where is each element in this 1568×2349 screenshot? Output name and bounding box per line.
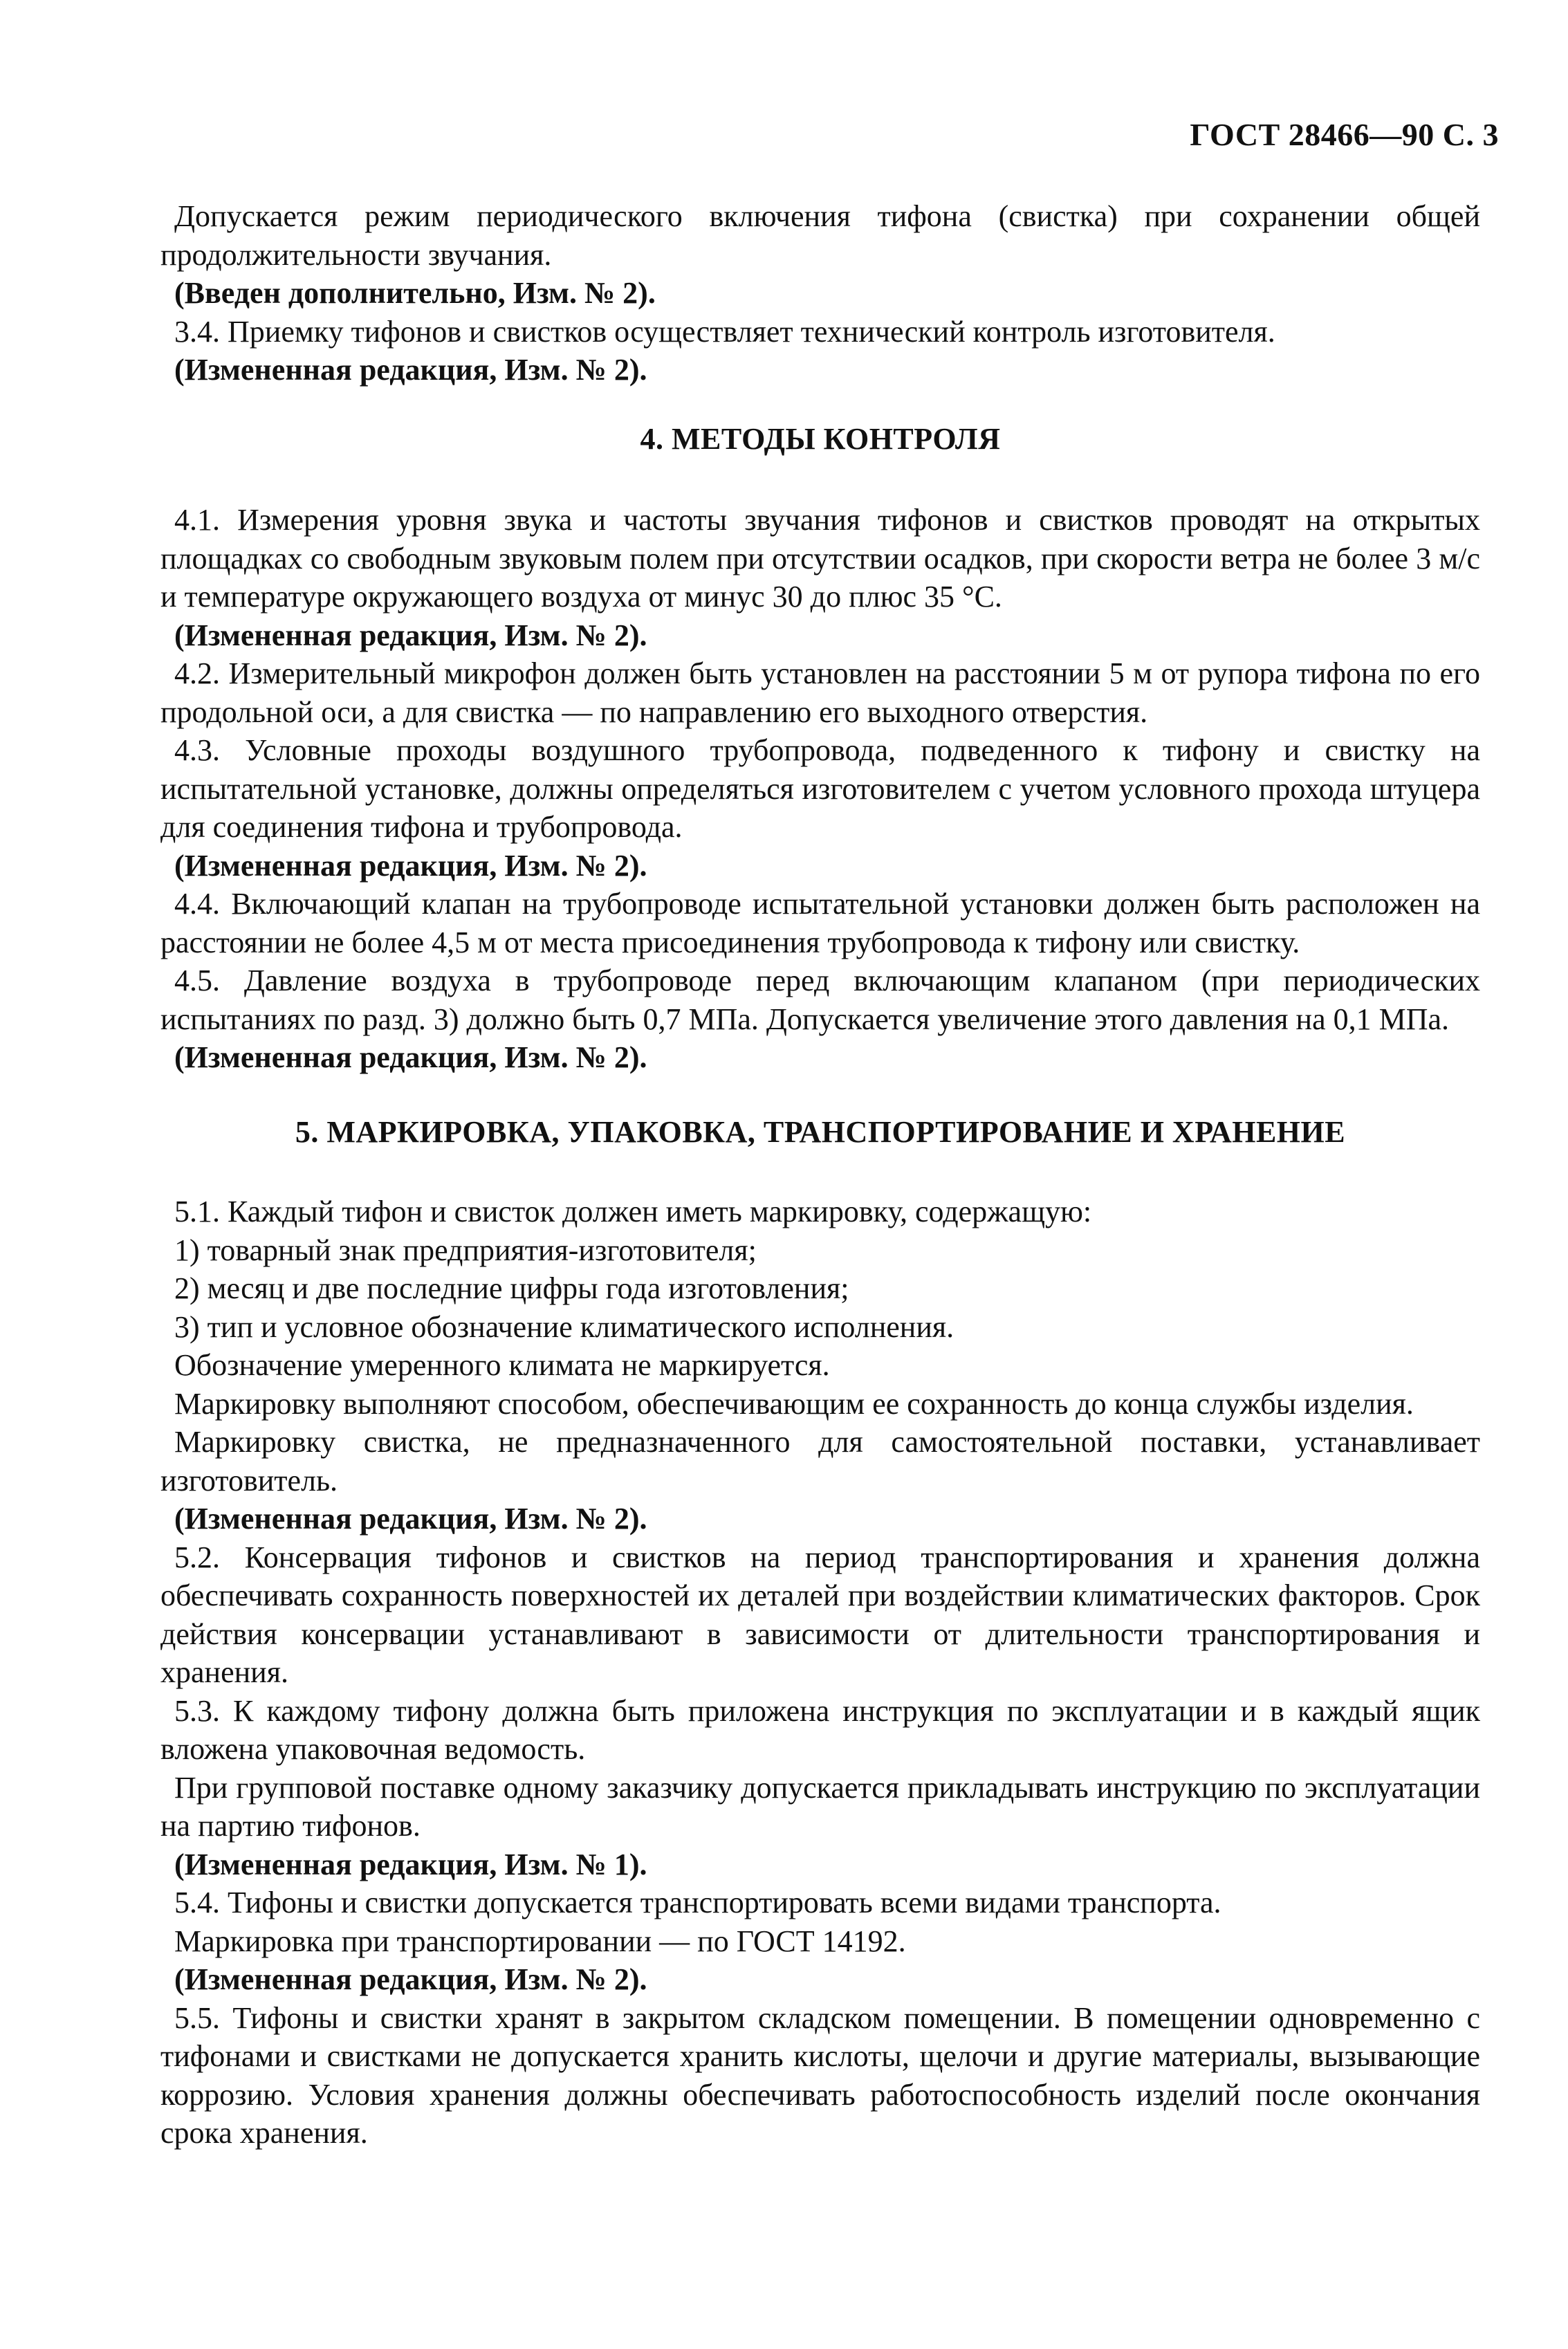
list-item: 3) тип и условное обозначение климатического исполнения. bbox=[174, 1309, 954, 1344]
document-body bbox=[160, 197, 1480, 2153]
paragraph: Маркировка при транспортировании — по ГОСТ 14192. bbox=[174, 1924, 906, 1958]
paragraph: При групповой поставке одному заказчику допускается прикладывать инструкцию по эксплуатации на партию тифонов. bbox=[160, 1770, 1480, 1843]
paragraph: 3.4. Приемку тифонов и свистков осуществляет технический контроль изготовителя. bbox=[174, 314, 1275, 349]
amendment-note: (Измененная редакция, Изм. № 2). bbox=[174, 848, 647, 883]
section-4-title: 4. МЕТОДЫ КОНТРОЛЯ bbox=[640, 421, 1001, 456]
amendment-note: (Измененная редакция, Изм. № 2). bbox=[174, 1962, 647, 1996]
paragraph-4-2: 4.2. Измерительный микрофон должен быть установлен на расстоянии 5 м от рупора тифона по его продольной оси, а для свистка — по направлению его выходного отверстия. bbox=[160, 656, 1480, 729]
list-item: 2) месяц и две последние цифры года изготовления; bbox=[174, 1271, 849, 1305]
paragraph-4-5: 4.5. Давление воздуха в трубопроводе перед включающим клапаном (при периодических испытаниях по разд. 3) должно быть 0,7 МПа. Допускается увеличение этого давления на 0,1 МПа. bbox=[160, 964, 1480, 1036]
paragraph: Маркировку выполняют способом, обеспечивающим ее сохранность до конца службы изделия. bbox=[174, 1386, 1414, 1421]
amendment-note: (Измененная редакция, Изм. № 2). bbox=[174, 353, 647, 387]
paragraph: Допускается режим периодического включения тифона (свистка) при сохранении общей продолжительности звучания. bbox=[160, 199, 1480, 272]
amendment-note: (Измененная редакция, Изм. № 2). bbox=[174, 618, 647, 652]
paragraph-5-2: 5.2. Консервация тифонов и свистков на период транспортирования и хранения должна обеспечивать сохранность поверхностей их деталей при воздействии климатических факторов. Срок действия консервации устанавливают в зависимости от длительности транспортирования и хранения. bbox=[160, 1540, 1480, 1689]
paragraph: Обозначение умеренного климата не маркируется. bbox=[174, 1348, 830, 1382]
amendment-note: (Введен дополнительно, Изм. № 2). bbox=[174, 276, 656, 310]
paragraph-5-1: 5.1. Каждый тифон и свисток должен иметь маркировку, содержащую: bbox=[174, 1195, 1092, 1228]
paragraph-4-3: 4.3. Условные проходы воздушного трубопровода, подведенного к тифону и свистку на испытательной установке, должны определяться изготовителем с учетом условного прохода штуцера для соединения тифона и трубопровода. bbox=[160, 733, 1480, 844]
paragraph-5-4: 5.4. Тифоны и свистки допускается транспортировать всеми видами транспорта. bbox=[174, 1886, 1221, 1919]
list-item: 1) товарный знак предприятия-изготовителя; bbox=[174, 1233, 757, 1267]
paragraph: Маркировку свистка, не предназначенного для самостоятельной поставки, устанавливает изготовитель. bbox=[160, 1425, 1480, 1498]
section-5-title: 5. МАРКИРОВКА, УПАКОВКА, ТРАНСПОРТИРОВАНИЕ И ХРАНЕНИЕ bbox=[295, 1114, 1346, 1149]
paragraph-4-1: 4.1. Измерения уровня звука и частоты звучания тифонов и свистков проводят на открытых площадках со свободным звуковым полем при отсутствии осадков, при скорости ветра не более 3 м/с и температуре окружающего воздуха от минус 30 до плюс 35 °С. bbox=[160, 503, 1480, 614]
paragraph-4-4: 4.4. Включающий клапан на трубопроводе испытательной установки должен быть расположен на расстоянии не более 4,5 м от места присоединения трубопровода к тифону или свистку. bbox=[160, 887, 1480, 959]
paragraph-5-3: 5.3. К каждому тифону должна быть приложена инструкция по эксплуатации и в каждый ящик вложена упаковочная ведомость. bbox=[160, 1693, 1480, 1766]
amendment-note: (Измененная редакция, Изм. № 1). bbox=[174, 1847, 647, 1881]
amendment-note: (Измененная редакция, Изм. № 2). bbox=[174, 1040, 647, 1074]
page-header: ГОСТ 28466—90 С. 3 bbox=[1190, 117, 1499, 152]
amendment-note: (Измененная редакция, Изм. № 2). bbox=[174, 1502, 647, 1536]
paragraph-5-5: 5.5. Тифоны и свистки хранят в закрытом складском помещении. В помещении одновременно с тифонами и свистками не допускается хранить кислоты, щелочи и другие материалы, вызывающие коррозию. Условия хранения должны обеспечивать работоспособность изделий после окончания срока хранения. bbox=[160, 2000, 1480, 2150]
